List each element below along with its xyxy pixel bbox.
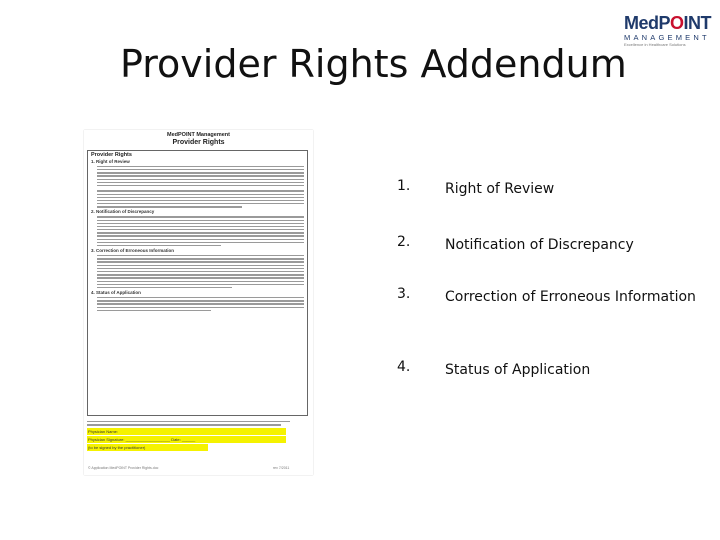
list-item-label: Right of Review xyxy=(445,181,555,197)
document-section-title: 1. Right of Review xyxy=(91,159,130,164)
logo-tagline: Excellence in Healthcare Solutions xyxy=(624,42,686,47)
physician-signature-field: Physician Signature: ____________________ Date: ______ xyxy=(87,436,286,443)
document-header xyxy=(84,132,313,147)
logo-subtitle: MANAGEMENT xyxy=(624,33,710,42)
document-section-text xyxy=(91,166,304,208)
provider-rights-document-image xyxy=(84,130,313,475)
list-item-label: Status of Application xyxy=(445,362,591,378)
document-section-title: 3. Correction of Erroneous Information xyxy=(91,248,175,254)
list-item-number: 3. xyxy=(397,286,411,302)
document-org-name: MedPOINT Management xyxy=(167,132,230,138)
document-rights-box xyxy=(87,150,308,416)
physician-name-field: Physician Name: xyxy=(87,428,286,435)
document-section-text xyxy=(91,255,304,288)
list-item-number: 2. xyxy=(397,234,411,250)
document-section xyxy=(91,248,304,288)
slide-title: Provider Rights Addendum xyxy=(120,42,627,86)
document-box-title: Provider Rights xyxy=(91,152,132,158)
signature-note: (to be signed by the practitioner) xyxy=(87,444,208,451)
document-section xyxy=(91,290,304,311)
document-section-title: 2. Notification of Discrepancy xyxy=(91,209,155,215)
list-item-number: 1. xyxy=(397,178,411,194)
list-item-label: Notification of Discrepancy xyxy=(445,237,634,253)
document-acknowledgement-text xyxy=(87,419,308,428)
document-footer-right: rev 7/2011 xyxy=(273,466,290,470)
document-section-text xyxy=(91,216,304,246)
document-section xyxy=(91,209,304,246)
document-section-text xyxy=(91,297,304,311)
list-item-label: Correction of Erroneous Information xyxy=(445,289,696,305)
document-section xyxy=(91,159,304,208)
document-title: Provider Rights xyxy=(172,139,225,146)
document-footer xyxy=(88,466,308,470)
medpoint-logo xyxy=(624,14,714,50)
document-footer-left: © Application MedPOINT Provider Rights.doc xyxy=(88,466,159,470)
list-item-number: 4. xyxy=(397,359,411,375)
logo-wordmark: MedPOINT xyxy=(624,13,712,33)
document-section-title: 4. Status of Application xyxy=(91,290,141,296)
